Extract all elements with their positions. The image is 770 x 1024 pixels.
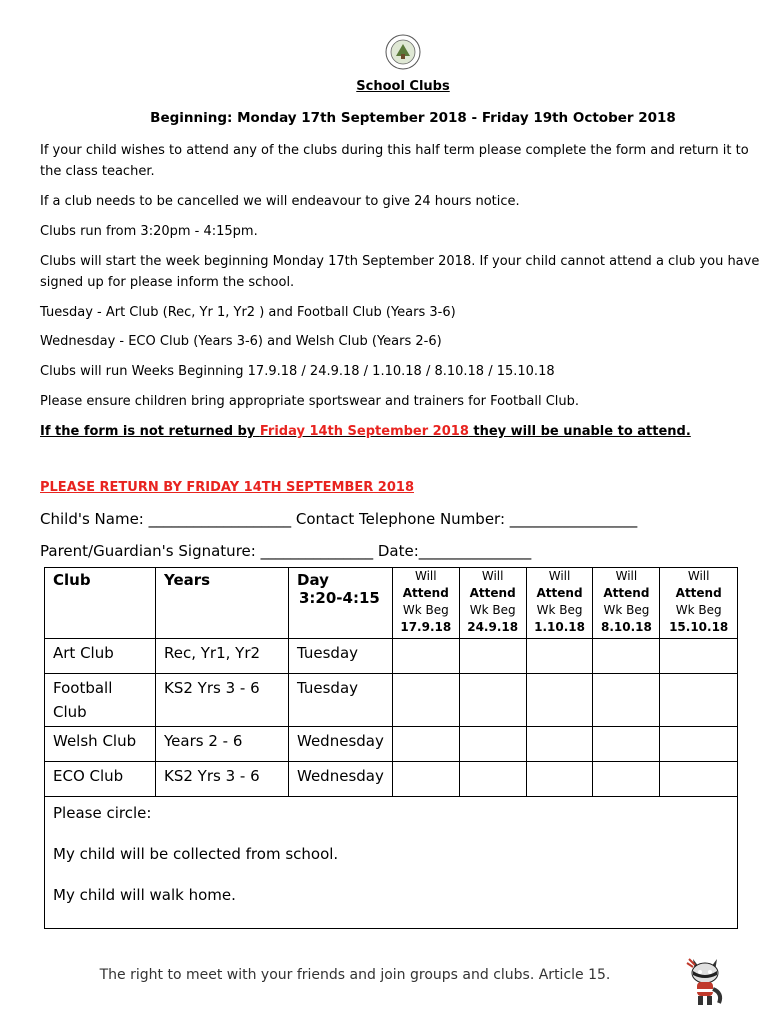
raccoon-mascot-icon: [683, 953, 727, 1009]
attend-cell[interactable]: [392, 762, 459, 797]
attend-cell[interactable]: [526, 762, 593, 797]
table-header-row: [45, 568, 738, 639]
child-name-field[interactable]: Child's Name: ___________________ Contact Telephone Number: _________________: [40, 510, 638, 528]
tuesday-clubs: Tuesday - Art Club (Rec, Yr 1, Yr2 ) and Football Club (Years 3-6): [40, 305, 456, 320]
signature-field[interactable]: Parent/Guardian's Signature: _______________ Date:_______________: [40, 542, 532, 560]
footer-article: The right to meet with your friends and join groups and clubs. Article 15.: [99, 967, 611, 983]
attend-cell[interactable]: [593, 674, 660, 727]
attend-cell[interactable]: [526, 674, 593, 727]
attend-cell[interactable]: [526, 727, 593, 762]
club-name: Art Club: [45, 639, 156, 674]
attend-cell[interactable]: [392, 639, 459, 674]
header-club: Club: [45, 568, 156, 639]
attend-cell[interactable]: [392, 727, 459, 762]
header-day: Day 3:20-4:15: [289, 568, 393, 639]
cancellation-note: If a club needs to be cancelled we will endeavour to give 24 hours notice.: [40, 194, 520, 209]
attend-cell[interactable]: [660, 727, 738, 762]
intro-paragraph: If your child wishes to attend any of the clubs during this half term please complete the form and return it to the class teacher.: [40, 143, 749, 179]
cut-line: __________________________________________________________________________: [40, 446, 484, 460]
weeks-list: Clubs will run Weeks Beginning 17.9.18 / 24.9.18 / 1.10.18 / 8.10.18 / 15.10.18: [40, 364, 555, 379]
header-week-3: Will Attend Wk Beg 1.10.18: [526, 568, 593, 639]
club-day: Wednesday: [289, 727, 393, 762]
table-row: [45, 727, 738, 762]
page-title: School Clubs: [356, 79, 450, 94]
attend-cell[interactable]: [660, 674, 738, 727]
wednesday-clubs: Wednesday - ECO Club (Years 3-6) and Welsh Club (Years 2-6): [40, 334, 442, 349]
attend-cell[interactable]: [593, 762, 660, 797]
attend-cell[interactable]: [593, 639, 660, 674]
school-crest-icon: [385, 34, 421, 70]
club-day: Tuesday: [289, 674, 393, 727]
return-notice: PLEASE RETURN BY FRIDAY 14TH SEPTEMBER 2018: [40, 480, 414, 495]
option-collected[interactable]: My child will be collected from school.: [53, 845, 339, 863]
attend-cell[interactable]: [459, 762, 526, 797]
header-week-4: Will Attend Wk Beg 8.10.18: [593, 568, 660, 639]
club-day: Wednesday: [289, 762, 393, 797]
attend-cell[interactable]: [459, 727, 526, 762]
attend-cell[interactable]: [660, 639, 738, 674]
club-day: Tuesday: [289, 639, 393, 674]
club-years: KS2 Yrs 3 - 6: [156, 762, 289, 797]
club-name: Welsh Club: [45, 727, 156, 762]
attend-cell[interactable]: [459, 639, 526, 674]
club-name: ECO Club: [45, 762, 156, 797]
attend-cell[interactable]: [526, 639, 593, 674]
club-times: Clubs run from 3:20pm - 4:15pm.: [40, 224, 258, 239]
table-row: [45, 674, 738, 727]
header-week-2: Will Attend Wk Beg 24.9.18: [459, 568, 526, 639]
start-info: Clubs will start the week beginning Monday 17th September 2018. If your child cannot attend a club you have signed up for please inform the school.: [40, 254, 760, 290]
page-subtitle: Beginning: Monday 17th September 2018 - Friday 19th October 2018: [150, 110, 676, 126]
header-week-5: Will Attend Wk Beg 15.10.18: [660, 568, 738, 639]
circle-options-row: [45, 797, 738, 929]
circle-options: [45, 797, 738, 929]
club-years: KS2 Yrs 3 - 6: [156, 674, 289, 727]
warning-text-start: If the form is not returned by: [40, 424, 260, 439]
header-week-1: Will Attend Wk Beg 17.9.18: [392, 568, 459, 639]
circle-prompt: Please circle:: [53, 804, 152, 822]
attend-cell[interactable]: [459, 674, 526, 727]
warning-text-end: they will be unable to attend.: [468, 424, 691, 439]
clubs-table: [44, 567, 738, 929]
club-years: Years 2 - 6: [156, 727, 289, 762]
table-row: [45, 639, 738, 674]
option-walk-home[interactable]: My child will walk home.: [53, 886, 236, 904]
attend-cell[interactable]: [593, 727, 660, 762]
return-warning: [40, 421, 760, 442]
header-years: Years: [156, 568, 289, 639]
attend-cell[interactable]: [392, 674, 459, 727]
warning-deadline: Friday 14th September 2018: [259, 424, 469, 439]
club-name: Football Club: [45, 674, 156, 727]
club-years: Rec, Yr1, Yr2: [156, 639, 289, 674]
sportswear-note: Please ensure children bring appropriate sportswear and trainers for Football Club.: [40, 394, 580, 409]
table-row: [45, 762, 738, 797]
attend-cell[interactable]: [660, 762, 738, 797]
